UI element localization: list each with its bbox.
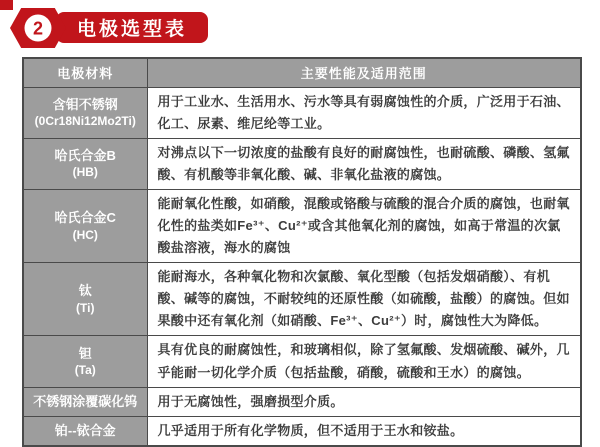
table-header-row (23, 58, 581, 87)
description-cell: 用于无腐蚀性，强磨损型介质。 (147, 387, 581, 416)
description-cell: 几乎适用于所有化学物质，但不适用于王水和铵盐。 (147, 416, 581, 446)
material-name: 不锈钢涂覆碳化钨 (33, 393, 138, 409)
table-row (23, 416, 581, 446)
material-name: 钛 (78, 283, 92, 299)
badge-circle (25, 15, 52, 42)
material-cell (23, 336, 147, 387)
material-symbol: (Ta) (74, 363, 96, 378)
badge-number: 2 (32, 18, 43, 38)
material-cell (23, 416, 147, 446)
material-cell (23, 87, 147, 138)
table-row (23, 263, 581, 336)
material-cell (23, 387, 147, 416)
material-name: 含钼不锈钢 (52, 96, 118, 112)
table-row (23, 387, 581, 416)
material-symbol: (0Cr18Ni12Mo2Ti) (34, 114, 136, 129)
material-cell (23, 263, 147, 336)
description-cell: 能耐氧化性酸，如硝酸，混酸或铬酸与硫酸的混合介质的腐蚀，也耐氧化性的盐类如Fe³⁺、Cu²⁺或含其他氧化剂的腐蚀，如高于常温的次氯酸盐溶液，海水的腐蚀 (147, 189, 581, 262)
material-name: 钽 (78, 345, 92, 361)
table-row (23, 87, 581, 138)
material-symbol: (HB) (72, 165, 98, 180)
column-header-material: 电极材料 (23, 58, 147, 87)
table-row (23, 336, 581, 387)
material-symbol: (Ti) (76, 300, 95, 315)
section-number-badge (10, 8, 66, 48)
description-cell: 用于工业水、生活用水、污水等具有弱腐蚀性的介质，广泛用于石油、化工、尿素、维尼纶等工业。 (147, 87, 581, 138)
material-name: 哈氏合金C (54, 210, 116, 226)
electrode-selection-table (22, 57, 582, 447)
section-title-banner (56, 12, 208, 43)
material-name: 铂--铱合金 (54, 422, 116, 438)
material-name: 哈氏合金B (54, 147, 116, 163)
material-symbol: (HC) (72, 227, 98, 242)
table-row (23, 138, 581, 189)
section-title: 电极选型表 (76, 19, 187, 40)
description-cell: 具有优良的耐腐蚀性，和玻璃相似，除了氢氟酸、发烟硫酸、碱外，几乎能耐一切化学介质（包括盐酸，硝酸，硫酸和王水）的腐蚀。 (147, 336, 581, 387)
description-cell: 对沸点以下一切浓度的盐酸有良好的耐腐蚀性，也耐硫酸、磷酸、氢氟酸、有机酸等非氧化酸、碱、非氧化盐液的腐蚀。 (147, 138, 581, 189)
material-cell (23, 189, 147, 262)
table-row (23, 189, 581, 262)
table-body (23, 87, 581, 446)
material-cell (23, 138, 147, 189)
column-header-performance: 主要性能及适用范围 (147, 58, 581, 87)
description-cell: 能耐海水，各种氧化物和次氯酸、氧化型酸（包括发烟硝酸）、有机酸、碱等的腐蚀，不耐较纯的还原性酸（如硫酸，盐酸）的腐蚀。但如果酸中还有氧化剂（如硝酸、Fe³⁺、Cu²⁺）时，腐蚀性大为降低。 (147, 263, 581, 336)
